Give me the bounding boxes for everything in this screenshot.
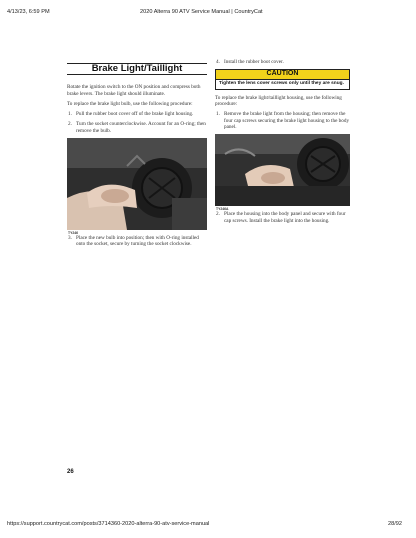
left-column (67, 63, 207, 252)
procedure-intro: To replace the brake light bulb, use the following procedure: (67, 100, 193, 107)
list-item: 2. Place the housing into the body panel and secure with four cap screws. Install the brake light into the housing. (216, 211, 346, 224)
list-item: 2. Turn the socket counterclockwise. Account for an O-ring; then remove the bulb. (68, 121, 206, 134)
figure-label: TY246 (68, 230, 78, 235)
steps-list-continued (215, 211, 350, 224)
section-title: Brake Light/Taillight (67, 63, 207, 75)
right-column (215, 59, 350, 228)
procedure-intro: To replace the brake light/taillight housing, use the following procedure: (215, 94, 342, 108)
intro-paragraph: Rotate the ignition switch to the ON position and compress both brake levers. The brake light should illuminate. (67, 84, 201, 97)
figure-photo (67, 138, 207, 235)
caution-box (215, 69, 350, 90)
figure-label: TY246A (216, 207, 229, 212)
list-item: 1. Pull the rubber boot cover off of the brake light housing. (68, 111, 194, 118)
print-url: https://support.countrycat.com/posts/3714360-2020-alterra-90-atv-service-manual (7, 521, 210, 527)
figure-photo (215, 134, 350, 212)
print-page-title: 2020 Alterra 90 ATV Service Manual | CountryCat (140, 9, 263, 15)
steps-list-top (215, 59, 350, 65)
steps-list (215, 111, 350, 130)
list-item: 1. Remove the brake light from the housing; then remove the four cap screws securing the brake light housing to the body panel. (216, 111, 350, 131)
steps-list-continued (67, 235, 207, 248)
housing-photo-illustration (215, 134, 350, 206)
steps-list (67, 111, 207, 134)
brake-light-photo-illustration (67, 138, 207, 230)
list-item: 4. Install the rubber boot cover. (216, 59, 284, 65)
manual-page-number: 26 (67, 469, 74, 475)
print-page-count: 28/92 (388, 521, 402, 527)
caution-label: CAUTION (216, 70, 349, 79)
print-datetime: 4/13/23, 6:59 PM (7, 9, 50, 15)
caution-text: Tighten the lens cover screws only until they are snug. (219, 81, 344, 87)
list-item: 3. Place the new bulb into position; then with O-ring installed onto the socket, secure by turning the socket clockwise. (68, 235, 199, 248)
